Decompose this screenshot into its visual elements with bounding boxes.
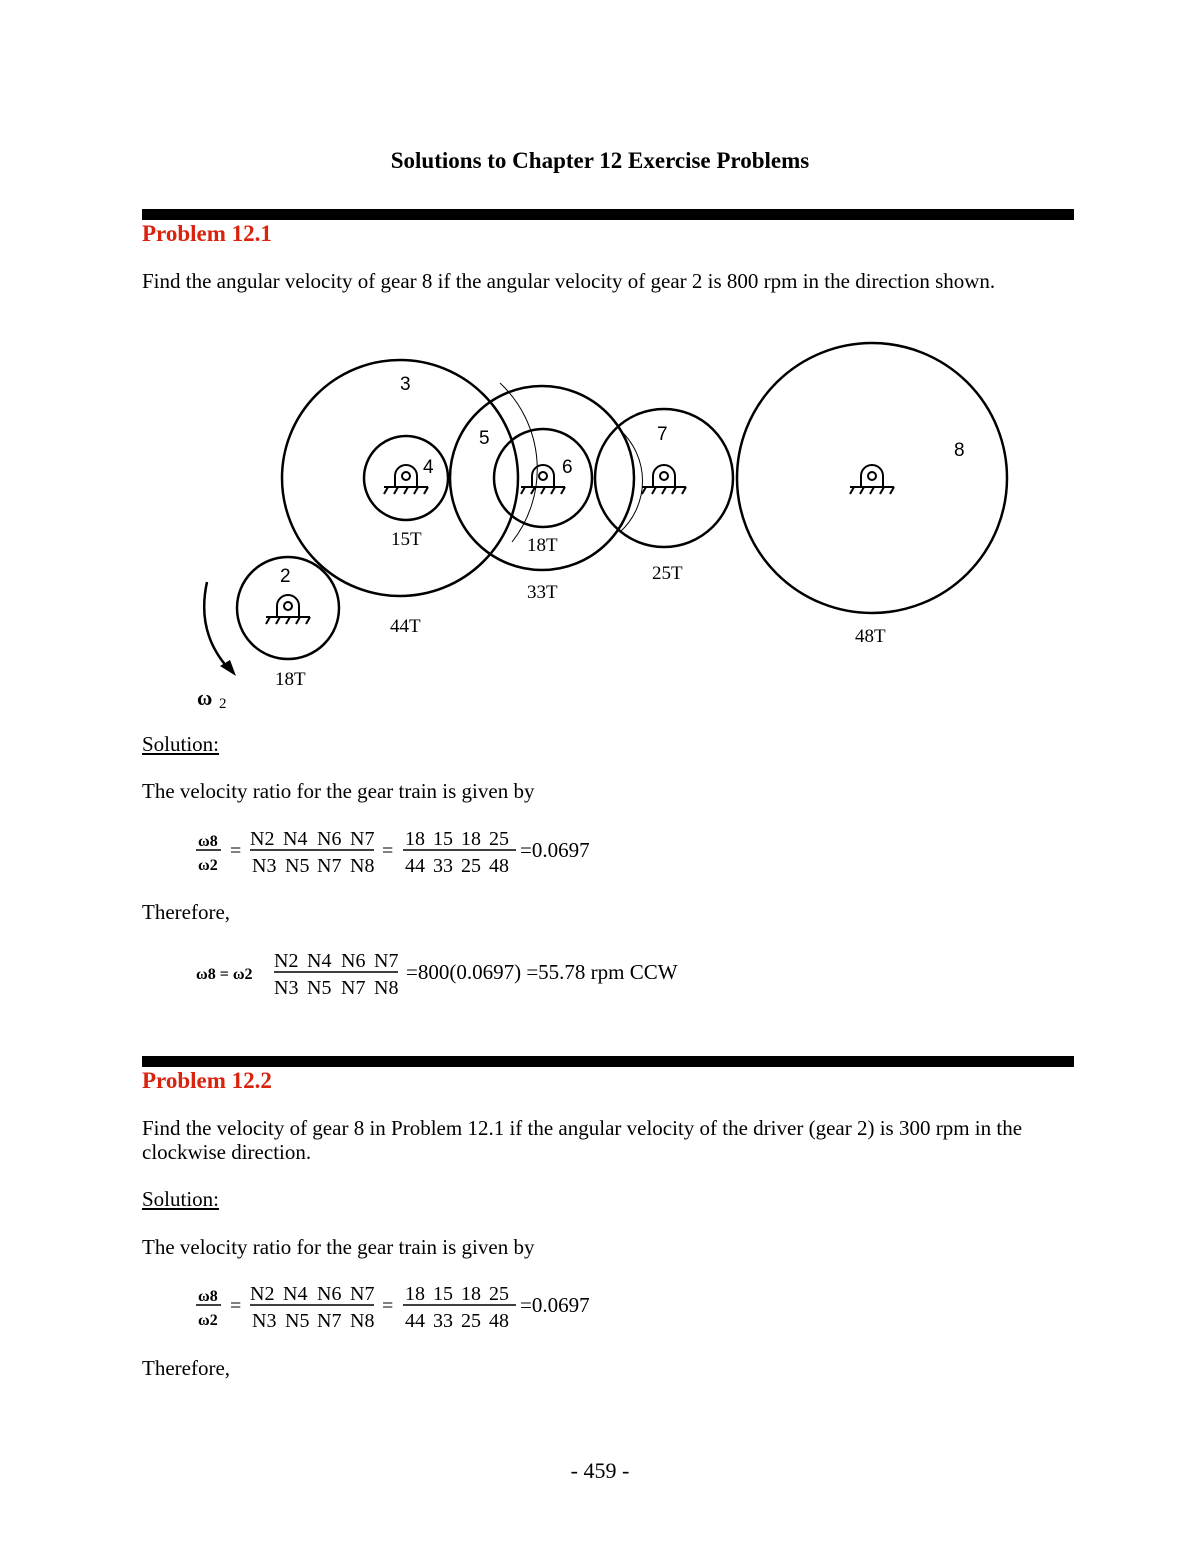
page-title: Solutions to Chapter 12 Exercise Problems <box>390 148 810 173</box>
v-den-4: 48 <box>489 855 509 877</box>
n-num-4: N7 <box>350 828 375 850</box>
v-num-1: 18 <box>405 828 425 850</box>
v-den-4c: 48 <box>489 1310 509 1332</box>
gear-8-circle <box>737 343 1007 613</box>
v-den-1c: 44 <box>405 1310 425 1332</box>
ratio-result: =0.0697 <box>520 838 590 862</box>
solution-intro-1: The velocity ratio for the gear train is given by <box>142 779 535 803</box>
n-den-4b: N8 <box>374 977 399 999</box>
n-den-3b: N7 <box>341 977 366 999</box>
v-den-2: 33 <box>433 855 453 877</box>
gear-2-teeth: 18T <box>275 669 306 690</box>
equals-sign: = <box>230 840 242 862</box>
n-num-2c: N4 <box>283 1283 308 1305</box>
v-den-3: 25 <box>461 855 481 877</box>
support-gear-3-4 <box>384 465 428 494</box>
v-num-1c: 18 <box>405 1283 425 1305</box>
gear-6-teeth: 18T <box>527 535 558 556</box>
problem-12-1-text: Find the angular velocity of gear 8 if the angular velocity of gear 2 is 800 rpm in the direction shown. <box>142 269 996 293</box>
n-den-3c: N7 <box>317 1310 342 1332</box>
n-num-3: N6 <box>317 828 342 850</box>
gear-7-teeth: 25T <box>652 563 683 584</box>
omega-subscript: 2 <box>219 696 227 712</box>
v-num-2: 15 <box>433 828 453 850</box>
n-den-1b: N3 <box>274 977 299 999</box>
section-rule <box>142 209 1074 220</box>
problem-12-1-heading: Problem 12.1 <box>142 221 272 246</box>
n-den-2: N5 <box>285 855 310 877</box>
section-rule-2 <box>142 1056 1074 1067</box>
ratio-result-2: =0.0697 <box>520 1293 590 1317</box>
omega8-equation <box>190 944 730 1000</box>
n-num-4c: N7 <box>350 1283 375 1305</box>
omega-relation: ω8 = ω2 <box>196 966 253 983</box>
velocity-ratio-equation-2 <box>190 1277 630 1333</box>
support-gear-8 <box>850 465 894 494</box>
solution-label-2: Solution: <box>142 1187 220 1211</box>
gear-4-teeth: 15T <box>391 529 422 550</box>
lhs-numerator: ω8 <box>198 833 218 850</box>
n-num-2b: N4 <box>307 950 332 972</box>
page-number: - 459 - <box>570 1458 630 1483</box>
gear-3-label: 3 <box>400 374 411 395</box>
n-num-1b: N2 <box>274 950 299 972</box>
gear-4-circle <box>364 436 448 520</box>
n-num-1: N2 <box>250 828 275 850</box>
support-gear-2 <box>266 595 310 624</box>
v-num-4: 25 <box>489 828 509 850</box>
n-den-3: N7 <box>317 855 342 877</box>
gear-train-diagram <box>0 330 1200 715</box>
support-gear-5-6 <box>521 465 565 494</box>
problem-12-2-heading: Problem 12.2 <box>142 1068 272 1093</box>
gear-7-label: 7 <box>657 424 668 445</box>
n-den-4c: N8 <box>350 1310 375 1332</box>
gear-6-circle <box>494 429 592 527</box>
velocity-ratio-equation-1 <box>190 822 630 878</box>
n-den-1c: N3 <box>252 1310 277 1332</box>
n-num-3b: N6 <box>341 950 366 972</box>
gear-3-teeth: 44T <box>390 616 421 637</box>
v-den-3c: 25 <box>461 1310 481 1332</box>
final-result: =800(0.0697) =55.78 rpm CCW <box>406 960 678 984</box>
equals-sign-4: = <box>382 1295 394 1317</box>
gear-3-circle <box>282 360 518 596</box>
equals-sign-3: = <box>230 1295 242 1317</box>
gear-3-hidden-arc <box>500 383 537 542</box>
gear-7-hidden-arc <box>620 430 643 532</box>
v-num-3: 18 <box>461 828 481 850</box>
n-den-1: N3 <box>252 855 277 877</box>
equals-sign-2: = <box>382 840 394 862</box>
problem-12-2-text: Find the velocity of gear 8 in Problem 12.1 if the angular velocity of the driver (gear 2) is 300 rpm in the clockwise direction. <box>142 1116 1023 1164</box>
v-den-2c: 33 <box>433 1310 453 1332</box>
rotation-arrow <box>204 582 228 668</box>
n-num-1c: N2 <box>250 1283 275 1305</box>
lhs-denominator: ω2 <box>198 857 218 874</box>
support-gear-7 <box>642 465 686 494</box>
lhs-denominator-2: ω2 <box>198 1312 218 1329</box>
ground-supports <box>266 465 894 624</box>
gear-2-label: 2 <box>280 566 291 587</box>
gear-4-label: 4 <box>423 457 434 478</box>
gear-6-label: 6 <box>562 457 573 478</box>
gear-8-label: 8 <box>954 440 965 461</box>
therefore-1: Therefore, <box>142 900 231 924</box>
n-den-2b: N5 <box>307 977 332 999</box>
n-den-2c: N5 <box>285 1310 310 1332</box>
v-num-2c: 15 <box>433 1283 453 1305</box>
n-num-2: N4 <box>283 828 308 850</box>
v-den-1: 44 <box>405 855 425 877</box>
lhs-numerator-2: ω8 <box>198 1288 218 1305</box>
gear-5-label: 5 <box>479 428 490 449</box>
n-den-4: N8 <box>350 855 375 877</box>
gear-5-teeth: 33T <box>527 582 558 603</box>
omega-label: ω <box>197 686 213 710</box>
n-num-4b: N7 <box>374 950 399 972</box>
v-num-4c: 25 <box>489 1283 509 1305</box>
n-num-3c: N6 <box>317 1283 342 1305</box>
gear-8-teeth: 48T <box>855 626 886 647</box>
therefore-2: Therefore, <box>142 1356 231 1380</box>
solution-label-1: Solution: <box>142 732 220 756</box>
solution-intro-2: The velocity ratio for the gear train is given by <box>142 1235 535 1259</box>
v-num-3c: 18 <box>461 1283 481 1305</box>
